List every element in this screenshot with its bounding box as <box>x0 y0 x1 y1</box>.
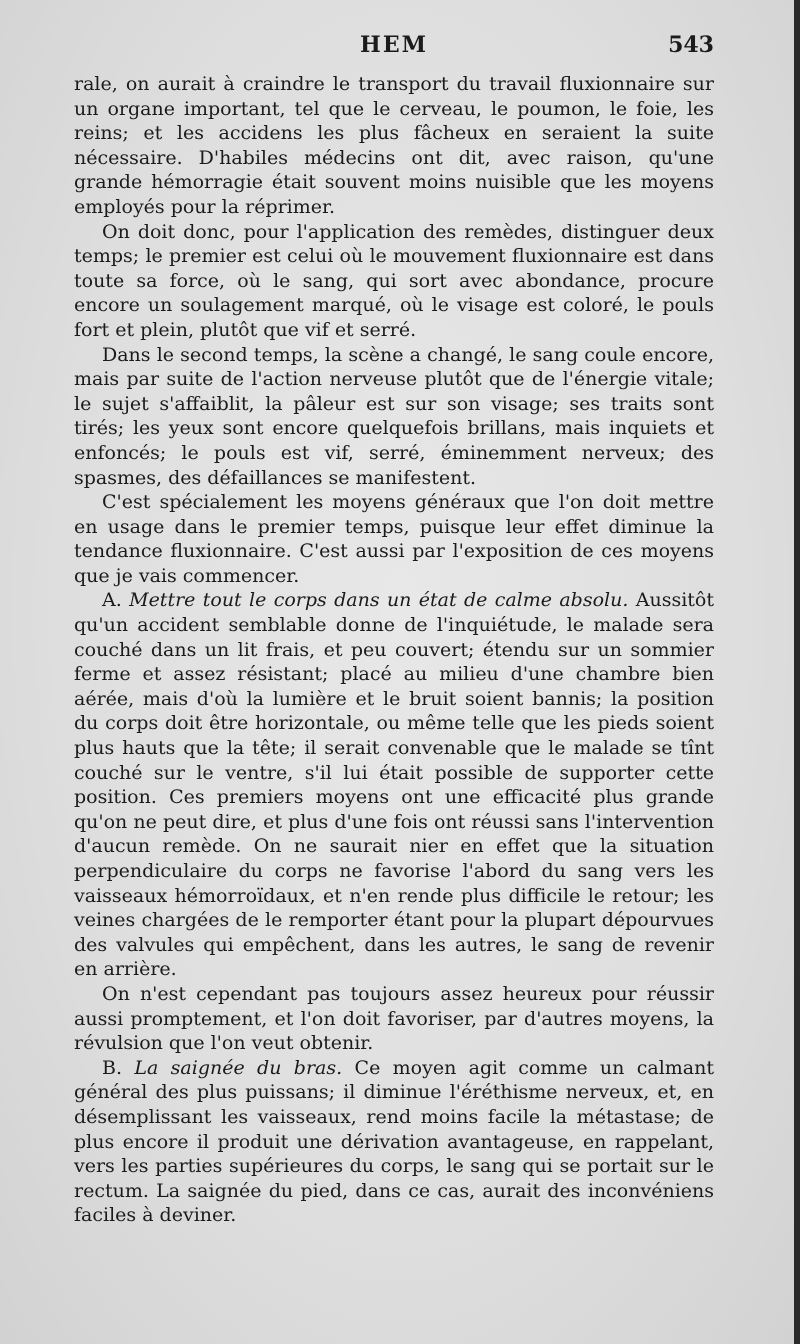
section-letter: A. <box>102 589 122 612</box>
paragraph <box>74 220 714 343</box>
page-number: 543 <box>668 32 714 58</box>
paragraph <box>74 490 714 588</box>
paragraph-text: rale, on aurait à craindre le transport du travail fluxionnaire sur un organe important, tel que le cerveau, le poumon, le foie, les reins; et les accidens les plus fâcheux en seraient la suite nécessaire. D'habiles médecins ont dit, avec raison, qu'une grande hémorragie était souvent moins nuisible que les moyens employés pour la réprimer. <box>74 73 714 218</box>
body-text <box>74 72 714 1228</box>
paragraph-text: On n'est cependant pas toujours assez heureux pour réussir aussi promptement, et l'on doit favoriser, par d'autres moyens, la révulsion que l'on veut obtenir. <box>74 982 714 1055</box>
section-heading: La saignée du bras. <box>134 1056 343 1079</box>
paragraph-section-a <box>74 588 714 982</box>
paragraph-continuation <box>74 72 714 220</box>
paragraph-text: C'est spécialement les moyens généraux que l'on doit mettre en usage dans le premier temps, puisque leur effet diminue la tendance fluxionnaire. C'est aussi par l'exposition de ces moyens que je vais commencer. <box>74 491 714 587</box>
paragraph-text: Dans le second temps, la scène a changé, le sang coule encore, mais par suite de l'action nerveuse plutôt que de l'énergie vitale; le sujet s'affaiblit, la pâleur est sur son visage; ses traits sont tirés; les yeux sont encore quelquefois brillans, mais inquiets et enfoncés; le pouls est vif, serré, éminemment nerveux; des spasmes, des défaillances se manifestent. <box>74 343 714 489</box>
section-letter: B. <box>102 1056 123 1079</box>
section-heading: Mettre tout le corps dans un état de calme absolu. <box>129 589 629 612</box>
paragraph <box>74 982 714 1056</box>
paragraph-text: On doit donc, pour l'application des remèdes, distinguer deux temps; le premier est celui où le mouvement fluxionnaire est dans toute sa force, où le sang, qui sort avec abondance, procure encore un soulagement marqué, où le visage est coloré, le pouls fort et plein, plutôt que vif et serré. <box>74 220 714 341</box>
paragraph <box>74 343 714 491</box>
paragraph-text: Ce moyen agit comme un calmant général des plus puissans; il diminue l'éréthisme nerveux, et, en désemplissant les vaisseaux, rend moins facile la métastase; de plus encore il produit une dérivation avantageuse, en rappelant, vers les parties supérieures du corps, le sang qui se portait sur le rectum. La saignée du pied, dans ce cas, aurait des inconvéniens faciles à deviner. <box>74 1056 715 1227</box>
running-head: HEM <box>360 32 428 58</box>
paragraph-text: Aussitôt qu'un accident semblable donne de l'inquiétude, le malade sera couché dans un lit frais, et peu couvert; étendu sur un sommier ferme et assez résistant; placé au milieu d'une chambre bien aérée, mais d'où la lumière et le bruit soient bannis; la position du corps doit être horizontale, ou même telle que les pieds soient plus hauts que la tête; il serait convenable que le malade se tînt couché sur le ventre, s'il lui était possible de supporter cette position. Ces premiers moyens ont une efficacité plus grande qu'on ne peut dire, et plus d'une fois ont réussi sans l'intervention d'aucun remède. On ne saurait nier en effet que la situation perpendiculaire du corps ne favorise l'abord du sang vers les vaisseaux hémorroïdaux, et n'en rende plus difficile le retour; les veines chargées de le remporter étant pour la plupart dépourvues des valvules qui empêchent, dans les autres, le sang de revenir en arrière. <box>74 589 714 981</box>
page-header <box>74 28 714 64</box>
page-edge-shadow <box>794 0 800 1344</box>
paragraph-section-b <box>74 1056 714 1228</box>
